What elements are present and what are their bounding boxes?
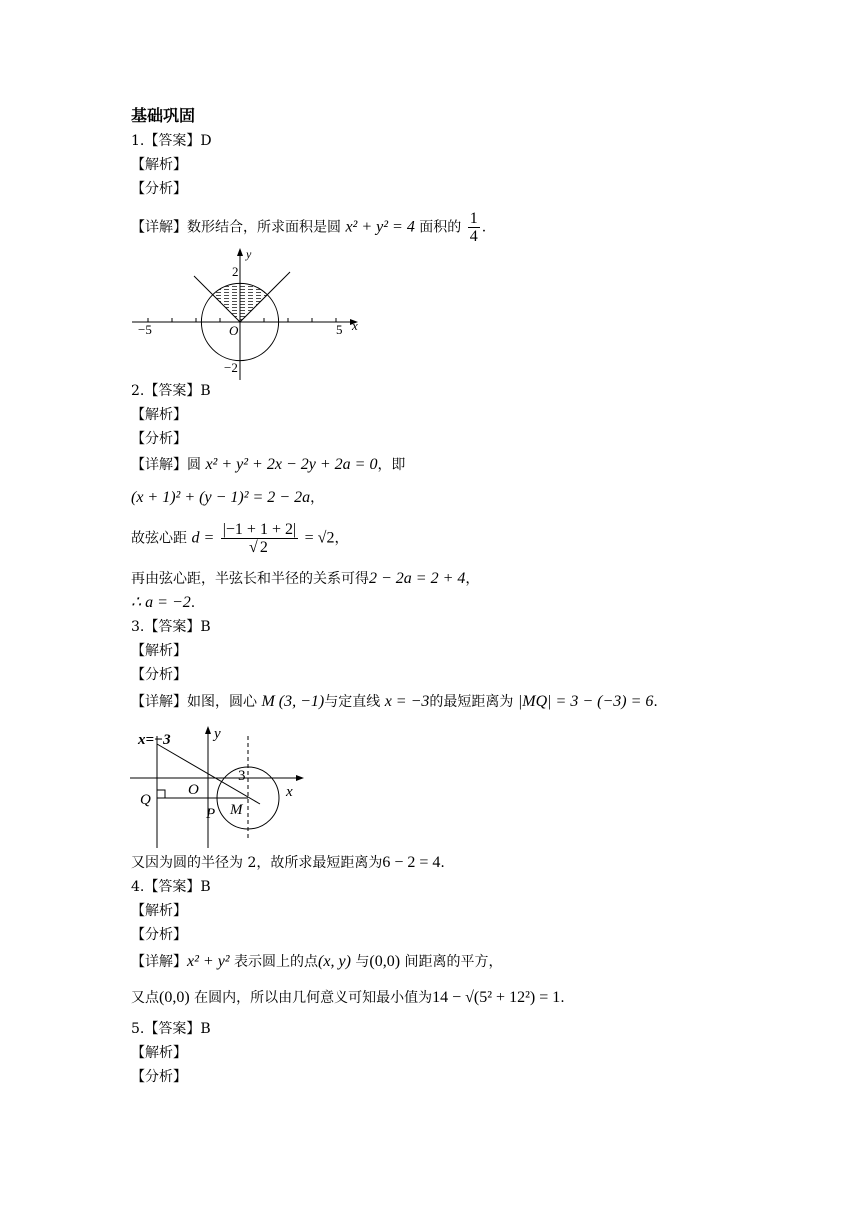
q3-distance: |MQ| = 3 − (−3) = 6 [517, 693, 654, 710]
q4-fenxi-label: 【分析】 [131, 927, 187, 943]
q4-detail-line2 [131, 988, 565, 1008]
q3-answer: B [200, 619, 211, 635]
q3-line-eq: x = −3 [384, 693, 430, 710]
q4-min-value: 14 − √(5² + 12²) = 1 [432, 989, 561, 1006]
q4-answer: B [200, 879, 211, 895]
q1-number: 1. [131, 133, 145, 149]
q2-equation4: 2 − 2a = 2 + 4 [369, 570, 466, 587]
q5-answer: B [200, 1021, 211, 1037]
q2-frac-den-radicand: 2 [259, 539, 268, 556]
q3-text: 又因为圆的半径为 2，故所求最短距离为 [131, 855, 383, 871]
q3-right-angle-mark [157, 790, 165, 798]
q3-text: 如图，圆心 [187, 694, 257, 710]
q1-detail-line [131, 210, 486, 245]
detail-label: 【详解】 [131, 694, 187, 710]
q2-equation2: (x + 1)² + (y − 1)² = 2 − 2a [131, 489, 311, 506]
q3-three-label: 3 [238, 768, 246, 784]
q3-fenxi-label: 【分析】 [131, 667, 187, 683]
q4-text: . [560, 990, 565, 1006]
q2-detail-line5 [131, 593, 195, 613]
q2-text: 再由弦心距，半弦长和半径的关系可得 [131, 571, 369, 587]
q4-text: 与 [355, 954, 370, 970]
q1-detail-text2: 面积的 [419, 219, 462, 236]
answer-label: 【答案】 [144, 133, 201, 149]
q4-origin: (0,0) [159, 989, 190, 1006]
q2-detail-line3 [131, 521, 348, 556]
q1-frac-num: 1 [469, 210, 478, 227]
q2-detail-line4 [131, 569, 479, 589]
q2-fraction [221, 521, 298, 556]
q3-q-label: Q [140, 792, 151, 808]
q2-equation1: x² + y² + 2x − 2y + 2a = 0 [205, 456, 378, 473]
q1-x-label: x [352, 318, 358, 333]
q3-text: . [440, 855, 445, 871]
q1-figure [128, 246, 368, 386]
q3-p-label: P [206, 806, 216, 822]
q2-frac-den: √ 2 [249, 539, 268, 556]
q1-fenxi-label: 【分析】 [131, 181, 187, 197]
q1-origin-label: O [229, 323, 239, 338]
q4-origin: (0,0) [369, 953, 401, 970]
q3-text: 与定直线 [324, 694, 381, 710]
q1-y-top-label: 2 [232, 264, 239, 279]
q2-fenxi-label: 【分析】 [131, 431, 187, 447]
q3-figure [128, 722, 318, 852]
q1-answer: D [200, 133, 212, 149]
q1-x-left-label: −5 [138, 322, 152, 337]
q4-point: (x, y) [318, 953, 351, 970]
q3-y-label: y [214, 726, 221, 742]
q4-text: 又点 [131, 990, 159, 1006]
q5-answer-line [131, 1019, 211, 1039]
q1-fraction [468, 210, 480, 245]
q5-analysis-label: 【解析】 [131, 1045, 187, 1061]
q4-answer-line [131, 877, 211, 897]
q3-number: 3. [131, 619, 145, 635]
section-heading: 基础巩固 [131, 106, 196, 125]
q1-period: . [481, 219, 487, 236]
answer-label: 【答案】 [144, 1021, 201, 1037]
q4-number: 4. [131, 879, 145, 895]
q1-analysis-label: 【解析】 [131, 157, 187, 173]
q3-center: M (3, −1) [261, 693, 325, 710]
q2-d: d = [191, 529, 215, 547]
q1-circle-equation: x² + y² = 4 [345, 218, 415, 236]
q2-detail-line1 [131, 455, 405, 475]
q2-text: ， [465, 571, 480, 587]
q4-text: 间距离的平方， [404, 954, 503, 970]
q1-y-bottom-label: −2 [224, 360, 238, 375]
q2-text: ， [334, 530, 349, 547]
q3-analysis-label: 【解析】 [131, 643, 187, 659]
q1-y-label: y [246, 247, 252, 261]
q2-text: ，即 [377, 457, 406, 473]
q3-period: . [653, 694, 658, 710]
q2-number: 2. [131, 383, 145, 399]
q2-text: 故弦心距 [131, 530, 187, 547]
q2-result: ∴ a = −2 [131, 594, 191, 611]
detail-label: 【详解】 [131, 219, 187, 236]
q1-frac-den: 4 [469, 228, 478, 245]
answer-label: 【答案】 [144, 383, 201, 399]
q3-x-label: x [286, 784, 293, 800]
q3-detail-line [131, 692, 658, 712]
q5-number: 5. [131, 1021, 145, 1037]
q1-detail-text: 数形结合，所求面积是圆 [187, 219, 341, 236]
q2-detail-line2 [131, 488, 324, 508]
detail-label: 【详解】 [131, 457, 187, 473]
q3-after-line [131, 853, 445, 873]
q4-detail-line1 [131, 952, 502, 972]
q2-text: 圆 [187, 457, 201, 473]
q1-x-right-label: 5 [336, 322, 343, 337]
q4-analysis-label: 【解析】 [131, 903, 187, 919]
q2-text: . [190, 595, 196, 611]
q4-expression: x² + y² [187, 953, 230, 970]
q2-text: ， [310, 490, 325, 506]
q4-text: 表示圆上的点 [234, 954, 319, 970]
q2-analysis-label: 【解析】 [131, 407, 187, 423]
q5-fenxi-label: 【分析】 [131, 1069, 187, 1085]
q3-answer-line [131, 617, 211, 637]
q3-text: 的最短距离为 [429, 694, 514, 710]
q3-final: 6 − 2 = 4 [382, 854, 441, 871]
answer-label: 【答案】 [144, 619, 201, 635]
q2-answer: B [200, 383, 211, 399]
answer-label: 【答案】 [144, 879, 201, 895]
q2-sqrt2: = √2 [304, 529, 335, 547]
q3-origin-label: O [188, 782, 199, 798]
q3-line-label: x=−3 [138, 732, 171, 748]
q3-m-label: M [230, 802, 243, 818]
q4-text: 在圆内，所以由几何意义可知最小值为 [194, 990, 433, 1006]
q1-answer-line [131, 131, 212, 151]
q2-frac-num: |−1 + 1 + 2| [222, 521, 297, 538]
q2-answer-line [131, 381, 211, 401]
detail-label: 【详解】 [131, 954, 187, 970]
